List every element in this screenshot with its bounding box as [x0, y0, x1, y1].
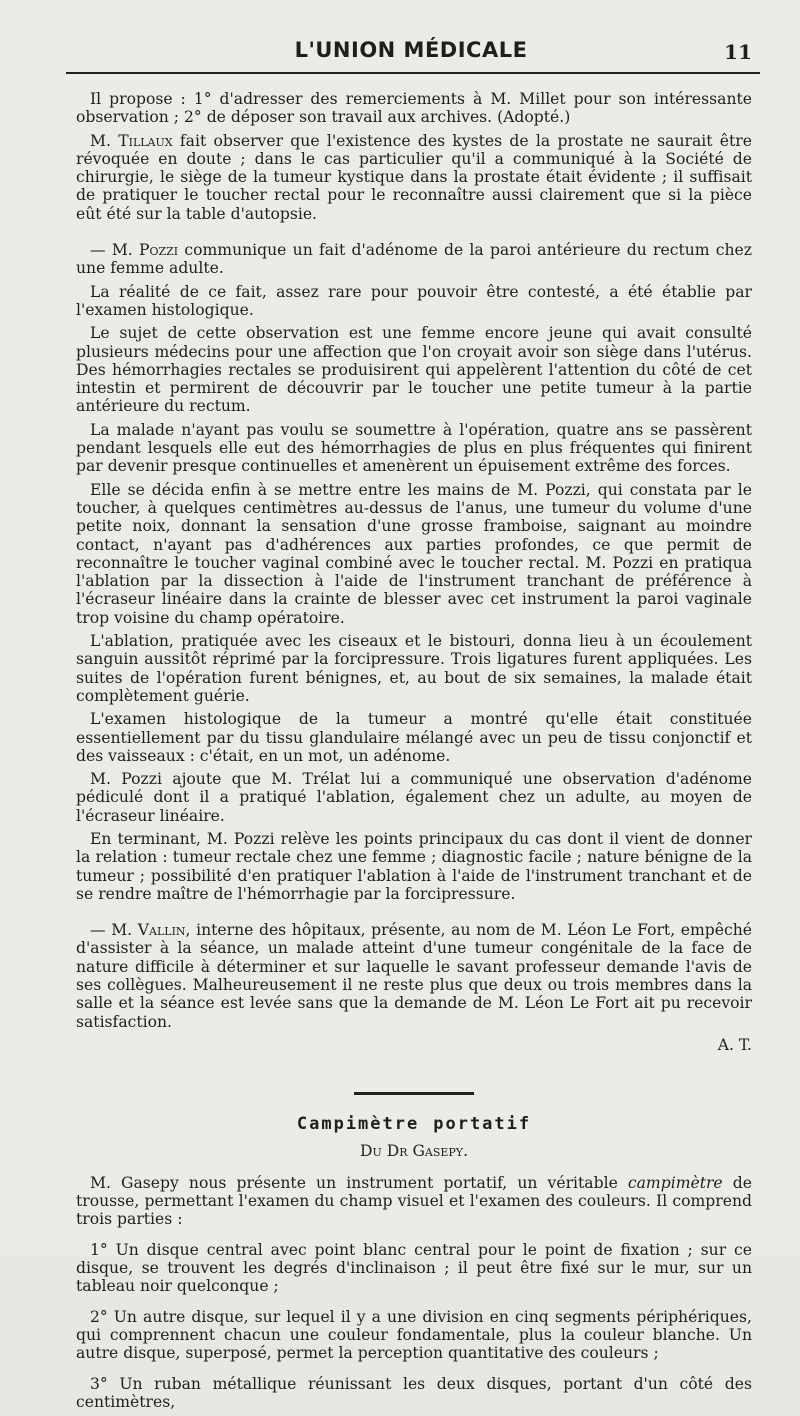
- paragraph: [76, 710, 752, 765]
- paragraph-lead: M.: [90, 131, 119, 150]
- section-title-word: Campimètre: [296, 1114, 420, 1135]
- paragraph: [76, 324, 752, 415]
- paragraph-text: En terminant, M. Pozzi relève les points principaux du cas dont il vient de donner la relation : tumeur rectale chez une femme ; diagnostic facile ; nature bénigne de la tumeur ; possibilité d'en pratiquer l'ablation à l'aide de l'instrument tranchant et de se rendre maître de l'hémorrhagie par la forcipressure.: [76, 829, 752, 903]
- paragraph: [76, 632, 752, 705]
- header-rule: [66, 72, 760, 74]
- paragraph: [76, 921, 752, 1031]
- paragraph-text: L'ablation, pratiquée avec les ciseaux et le bistouri, donna lieu à un écoulement sanguin aussitôt réprimé par la forcipressure. Trois ligatures furent appliquées. Les suites de l'opération furent bénignes, et, au bout de six semaines, la malade était complètement guérie.: [76, 632, 752, 705]
- list-item: 3° Un ruban métallique réunissant les deux disques, portant d'un côté des centimètres,: [76, 1374, 752, 1411]
- paragraph: [76, 421, 752, 476]
- paragraph-list: [76, 90, 752, 1031]
- intro-text: de trousse, permettant l'examen du champ visuel et l'examen des couleurs. Il comprend trois parties :: [76, 1173, 752, 1229]
- speaker-name: Pozzi: [139, 241, 179, 260]
- paragraph-text: , interne des hôpitaux, présente, au nom de M. Léon Le Fort, empêché d'assister à la séance, un malade atteint d'une tumeur congénitale de la face de nature difficile à déterminer et sur laquelle le savant professeur demande l'avis de ses collègues. Malheureusement il ne reste plus que deux ou trois membres dans la salle et la séance est levée sans que la demande de M. Léon Le Fort ait pu recevoir satisfaction.: [76, 921, 752, 1031]
- list-item: 1° Un disque central avec point blanc central pour le point de fixation ; sur ce disque, se trouvent les degrés d'inclinaison ; il peut être fixé sur le mur, sur un tableau noir quelconque ;: [76, 1240, 752, 1296]
- paragraph-lead: — M.: [90, 241, 139, 260]
- paragraph-text: La malade n'ayant pas voulu se soumettre à l'opération, quatre ans se passèrent pendant lesquels elle eut des hémorrhagies de plus en plus fréquentes qui finirent par devenir presque continuelles et amenèrent un épuisement extrême des forces.: [76, 420, 752, 476]
- paragraph-text: Elle se décida enfin à se mettre entre les mains de M. Pozzi, qui constata par le toucher, à quelques centimètres au-dessus de l'anus, une tumeur du volume d'une petite noix, donnant la sensation d'une grosse framboise, saignant au moindre contact, n'ayant pas d'adhérences aux parties profondes, ce que permit de reconnaître le toucher vaginal combiné avec le toucher rectal. M. Pozzi en pratiqua l'ablation par la dissection à l'aide de l'instrument tranchant de préférence à l'écraseur linéaire dans la crainte de blesser avec cet instrument la paroi vaginale trop voisine du champ opératoire.: [76, 480, 752, 627]
- section-title-word: portatif: [433, 1114, 532, 1135]
- section-byline: Du Dr Gasepy.: [359, 1141, 469, 1160]
- author-signature: A. T.: [717, 1035, 752, 1054]
- component-list: [76, 1241, 752, 1411]
- article-body: [76, 90, 752, 1416]
- paragraph: [76, 90, 752, 127]
- paragraph: [76, 241, 752, 278]
- page-header: [70, 38, 752, 68]
- paragraph: [76, 132, 752, 223]
- paragraph-text: communique un fait d'adénome de la paroi antérieure du rectum chez une femme adulte.: [76, 241, 752, 278]
- paragraph-text: Le sujet de cette observation est une femme encore jeune qui avait consulté plusieurs médecins pour une affection que l'on croyait avoir son siège dans l'utérus. Des hémorrhagies rectales se produisirent qui appelèrent l'attention du côté de cet intestin et permirent de découvrir par le toucher une petite tumeur à la partie antérieure du rectum.: [76, 324, 752, 416]
- gasepy-intro: [76, 1174, 752, 1229]
- page-number: 11: [724, 40, 752, 64]
- paragraph-text: M. Pozzi ajoute que M. Trélat lui a communiqué une observation d'adénome pédiculé dont il a pratiqué l'ablation, également chez un adulte, au moyen de l'écraseur linéaire.: [76, 770, 752, 825]
- speaker-name: Tillaux: [118, 131, 173, 150]
- journal-title: L'UNION MÉDICALE: [294, 38, 528, 62]
- paragraph-lead: — M.: [90, 921, 138, 940]
- intro-text: M. Gasepy nous présente un instrument portatif, un véritable: [90, 1173, 628, 1192]
- intro-emphasis: campimètre: [627, 1173, 723, 1192]
- paragraph: [76, 283, 752, 320]
- paragraph-text: fait observer que l'existence des kystes de la prostate ne saurait être révoquée en doute ; dans le cas particulier qu'il a communiqué à la Société de chirurgie, le siège de la tumeur kystique dans la prostate était évidente ; il suffisait de pratiquer le toucher rectal pour le reconnaître aussi clairement que si la pièce eût été sur la table d'autopsie.: [76, 131, 752, 223]
- paragraph: [76, 830, 752, 903]
- paragraph: [76, 481, 752, 627]
- paragraph: [76, 770, 752, 825]
- paragraph-text: La réalité de ce fait, assez rare pour pouvoir être contesté, a été établie par l'examen histologique.: [76, 282, 752, 319]
- speaker-name: Vallin: [137, 921, 186, 940]
- paragraph-text: Il propose : 1° d'adresser des remerciements à M. Millet pour son intéressante observation ; 2° de déposer son travail aux archives. (Adopté.): [76, 90, 752, 127]
- paragraph-text: L'examen histologique de la tumeur a montré qu'elle était constituée essentiellement par du tissu glandulaire mélangé avec un peu de tissu conjonctif et des vaisseaux : c'était, en un mot, un adénome.: [76, 710, 752, 765]
- section-title: [76, 1115, 752, 1133]
- section-divider: [354, 1092, 474, 1095]
- list-item: 2° Un autre disque, sur lequel il y a une division en cinq segments périphériques, qui comprennent chacun une couleur fondamentale, plus la couleur blanche. Un autre disque, superposé, permet la perception quantitative des couleurs ;: [76, 1307, 752, 1363]
